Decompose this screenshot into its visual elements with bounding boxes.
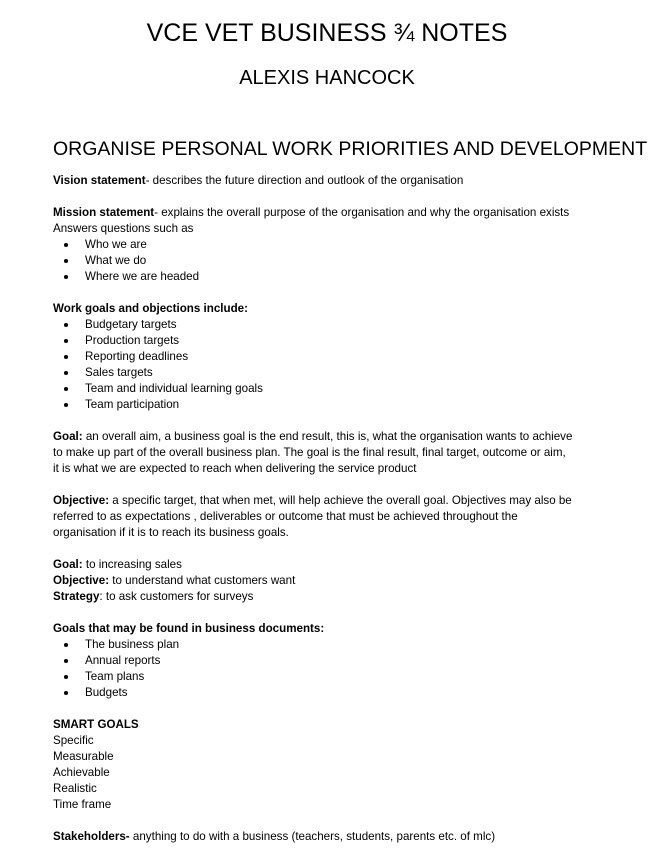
bullet-icon [64, 403, 68, 407]
list-item: Who we are [53, 237, 598, 253]
documents-list [53, 637, 598, 701]
list-item: What we do [53, 253, 598, 269]
list-item: Reporting deadlines [53, 349, 598, 365]
stakeholders-paragraph: Stakeholders- anything to do with a business (teachers, students, parents etc. of mlc) [53, 830, 496, 843]
vision-paragraph [53, 173, 598, 189]
goal-paragraph-line-2: to make up part of the overall business plan. The goal is the final result, final target, outcome or aim, [53, 446, 566, 459]
bullet-icon [64, 243, 68, 247]
bullet-icon [64, 339, 68, 343]
mission-list [53, 237, 598, 285]
objective-paragraph-line-3: organisation if it is to reach its business goals. [53, 526, 289, 539]
list-item: Team plans [53, 669, 598, 685]
goal-paragraph-line-3: it is what we are expected to reach when delivering the service product [53, 462, 417, 475]
list-item: Sales targets [53, 365, 598, 381]
goal-term: Goal: [53, 430, 83, 443]
objective-term: Objective: [53, 494, 110, 507]
list-item: Where we are headed [53, 269, 598, 285]
bullet-icon [64, 675, 68, 679]
smart-item: Time frame [53, 798, 112, 811]
document-title: VCE VET BUSINESS ¾ NOTES [146, 19, 508, 47]
stakeholders-term: Stakeholders- [53, 830, 130, 843]
bullet-icon [64, 643, 68, 647]
bullet-icon [64, 659, 68, 663]
section-heading: ORGANISE PERSONAL WORK PRIORITIES AND DEVELOPMENT [53, 138, 648, 160]
bullet-icon [64, 355, 68, 359]
list-item: Team and individual learning goals [53, 381, 598, 397]
bullet-icon [64, 371, 68, 375]
bullet-icon [64, 259, 68, 263]
mission-term: Mission statement [53, 206, 155, 219]
documents-heading: Goals that may be found in business documents: [53, 622, 325, 635]
bullet-icon [64, 387, 68, 391]
list-item: Annual reports [53, 653, 598, 669]
goal-paragraph-line-1: Goal: an overall aim, a business goal is the end result, this is, what the organisation wants to achieve [53, 430, 573, 443]
work-goals-list [53, 317, 598, 413]
smart-item: Realistic [53, 782, 97, 795]
author-name: ALEXIS HANCOCK [239, 67, 415, 89]
vision-term: Vision statement [53, 174, 146, 187]
vision-text: - describes the future direction and outlook of the organisation [145, 174, 464, 187]
list-item: Team participation [53, 397, 598, 413]
list-item: Production targets [53, 333, 598, 349]
mission-text: - explains the overall purpose of the organisation and why the organisation exists [154, 206, 570, 219]
mission-paragraph [53, 205, 598, 221]
objective-paragraph-line-2: referred to as expectations , deliverables or outcome that must be achieved throughout the [53, 510, 518, 523]
example-objective: Objective: to understand what customers want [53, 574, 296, 587]
bullet-icon [64, 691, 68, 695]
objective-paragraph-line-1: Objective: a specific target, that when met, will help achieve the overall goal. Objectives may also be [53, 494, 572, 507]
list-item: The business plan [53, 637, 598, 653]
work-goals-heading: Work goals and objections include: [53, 302, 248, 315]
list-item: Budgets [53, 685, 598, 701]
smart-item: Measurable [53, 750, 114, 763]
example-strategy: Strategy: to ask customers for surveys [53, 590, 254, 603]
smart-item: Specific [53, 734, 94, 747]
bullet-icon [64, 323, 68, 327]
mission-answers-intro: Answers questions such as [53, 222, 194, 235]
document-body [53, 173, 598, 845]
list-item: Budgetary targets [53, 317, 598, 333]
bullet-icon [64, 275, 68, 279]
smart-heading: SMART GOALS [53, 718, 139, 731]
smart-item: Achievable [53, 766, 110, 779]
example-goal: Goal: to increasing sales [53, 558, 182, 571]
